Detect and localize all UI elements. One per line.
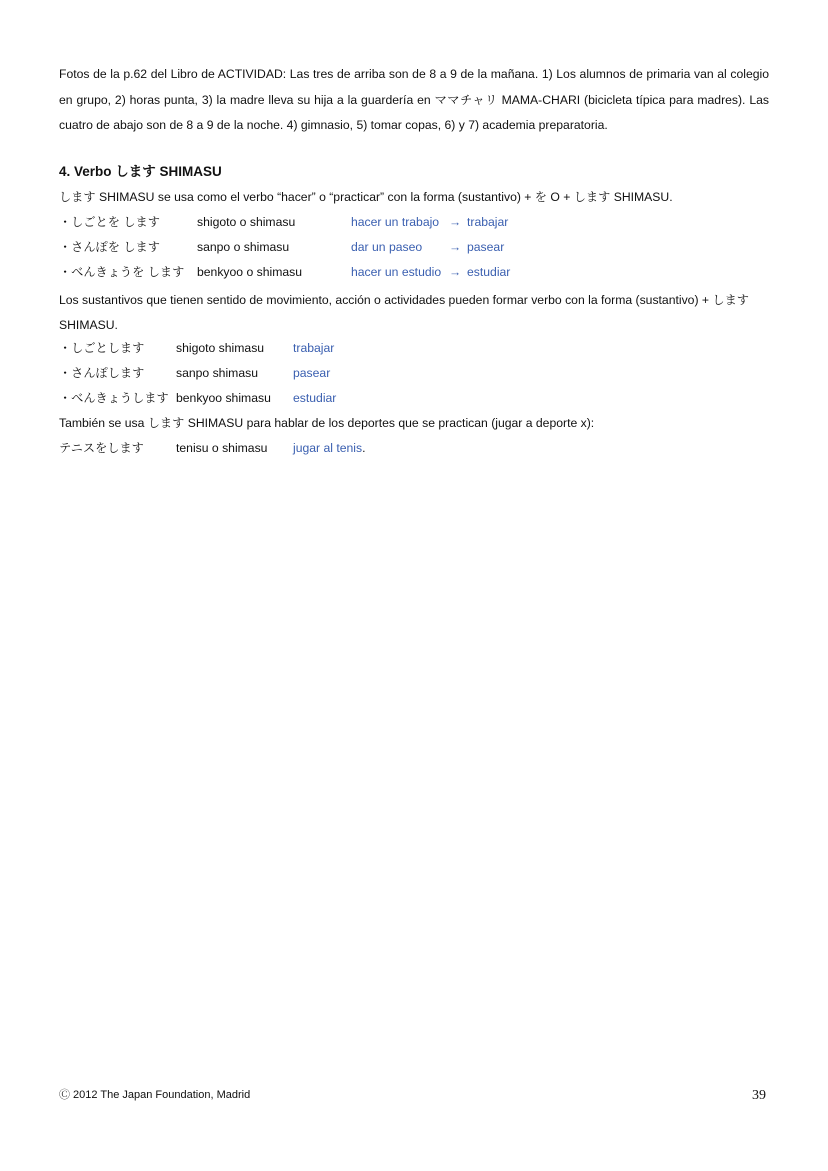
section-heading: 4. Verbo します SHIMASU [59, 164, 222, 179]
example-romaji: shigoto o shimasu [197, 215, 296, 229]
example-japanese: ・べんきょうします [59, 391, 169, 405]
example-romaji: benkyoo o shimasu [197, 265, 303, 279]
example-romaji: benkyoo shimasu [176, 391, 271, 405]
example-romaji: sanpo shimasu [176, 366, 258, 380]
example-phrase: hacer un trabajo [351, 215, 440, 229]
example-japanese: テニスをします [59, 441, 144, 455]
intro-paragraph: Fotos de la p.62 del Libro de ACTIVIDAD: Las tres de arriba son de 8 a 9 de la mañana. 1) Los alumnos de primaria van al colegio en grupo, 2) horas punta, 3) la madre lleva su hija a la guardería en ママチャリ MAMA-CHARI (bicicleta típica para madres). Las cuatro de abajo son de 8 a 9 de la noche. 4) gimnasio, 5) tomar copas, 6) y 7) academia preparatoria. [59, 67, 769, 132]
page-number: 39 [752, 1088, 766, 1103]
example-japanese: ・さんぽします [59, 366, 145, 380]
example-verb: pasear [467, 240, 505, 254]
example-meaning: pasear [293, 366, 331, 380]
example-japanese: ・べんきょうを します [59, 265, 185, 279]
copyright-footer: Ⓒ 2012 The Japan Foundation, Madrid [59, 1089, 251, 1101]
example-phrase: hacer un estudio [351, 265, 442, 279]
example-japanese: ・しごとを します [59, 215, 160, 229]
arrow-icon: → [449, 240, 462, 254]
explanation-text: します SHIMASU se usa como el verbo “hacer” o “practicar” con la forma (sustantivo) + を O + します SHIMASU. [59, 190, 673, 204]
example-romaji: tenisu o shimasu [176, 441, 268, 455]
example-verb: estudiar [467, 265, 511, 279]
sports-text: También se usa します SHIMASU para hablar de los deportes que se practican (jugar a deporte x): [59, 416, 595, 430]
example-meaning-wrapper [293, 439, 366, 457]
example-romaji: shigoto shimasu [176, 341, 265, 355]
movement-paragraph: Los sustantivos que tienen sentido de movimiento, acción o actividades pueden formar verbo con la forma (sustantivo) + します SHIMASU. [59, 293, 749, 332]
example-japanese: ・さんぽを します [59, 240, 160, 254]
period: . [362, 441, 366, 455]
example-meaning: trabajar [293, 341, 335, 355]
example-romaji: sanpo o shimasu [197, 240, 290, 254]
example-phrase: dar un paseo [351, 240, 423, 254]
example-meaning: jugar al tenis [293, 441, 363, 455]
arrow-icon: → [449, 265, 462, 279]
example-verb: trabajar [467, 215, 509, 229]
example-japanese: ・しごとします [59, 341, 145, 355]
example-meaning: estudiar [293, 391, 337, 405]
arrow-icon: → [449, 215, 462, 229]
